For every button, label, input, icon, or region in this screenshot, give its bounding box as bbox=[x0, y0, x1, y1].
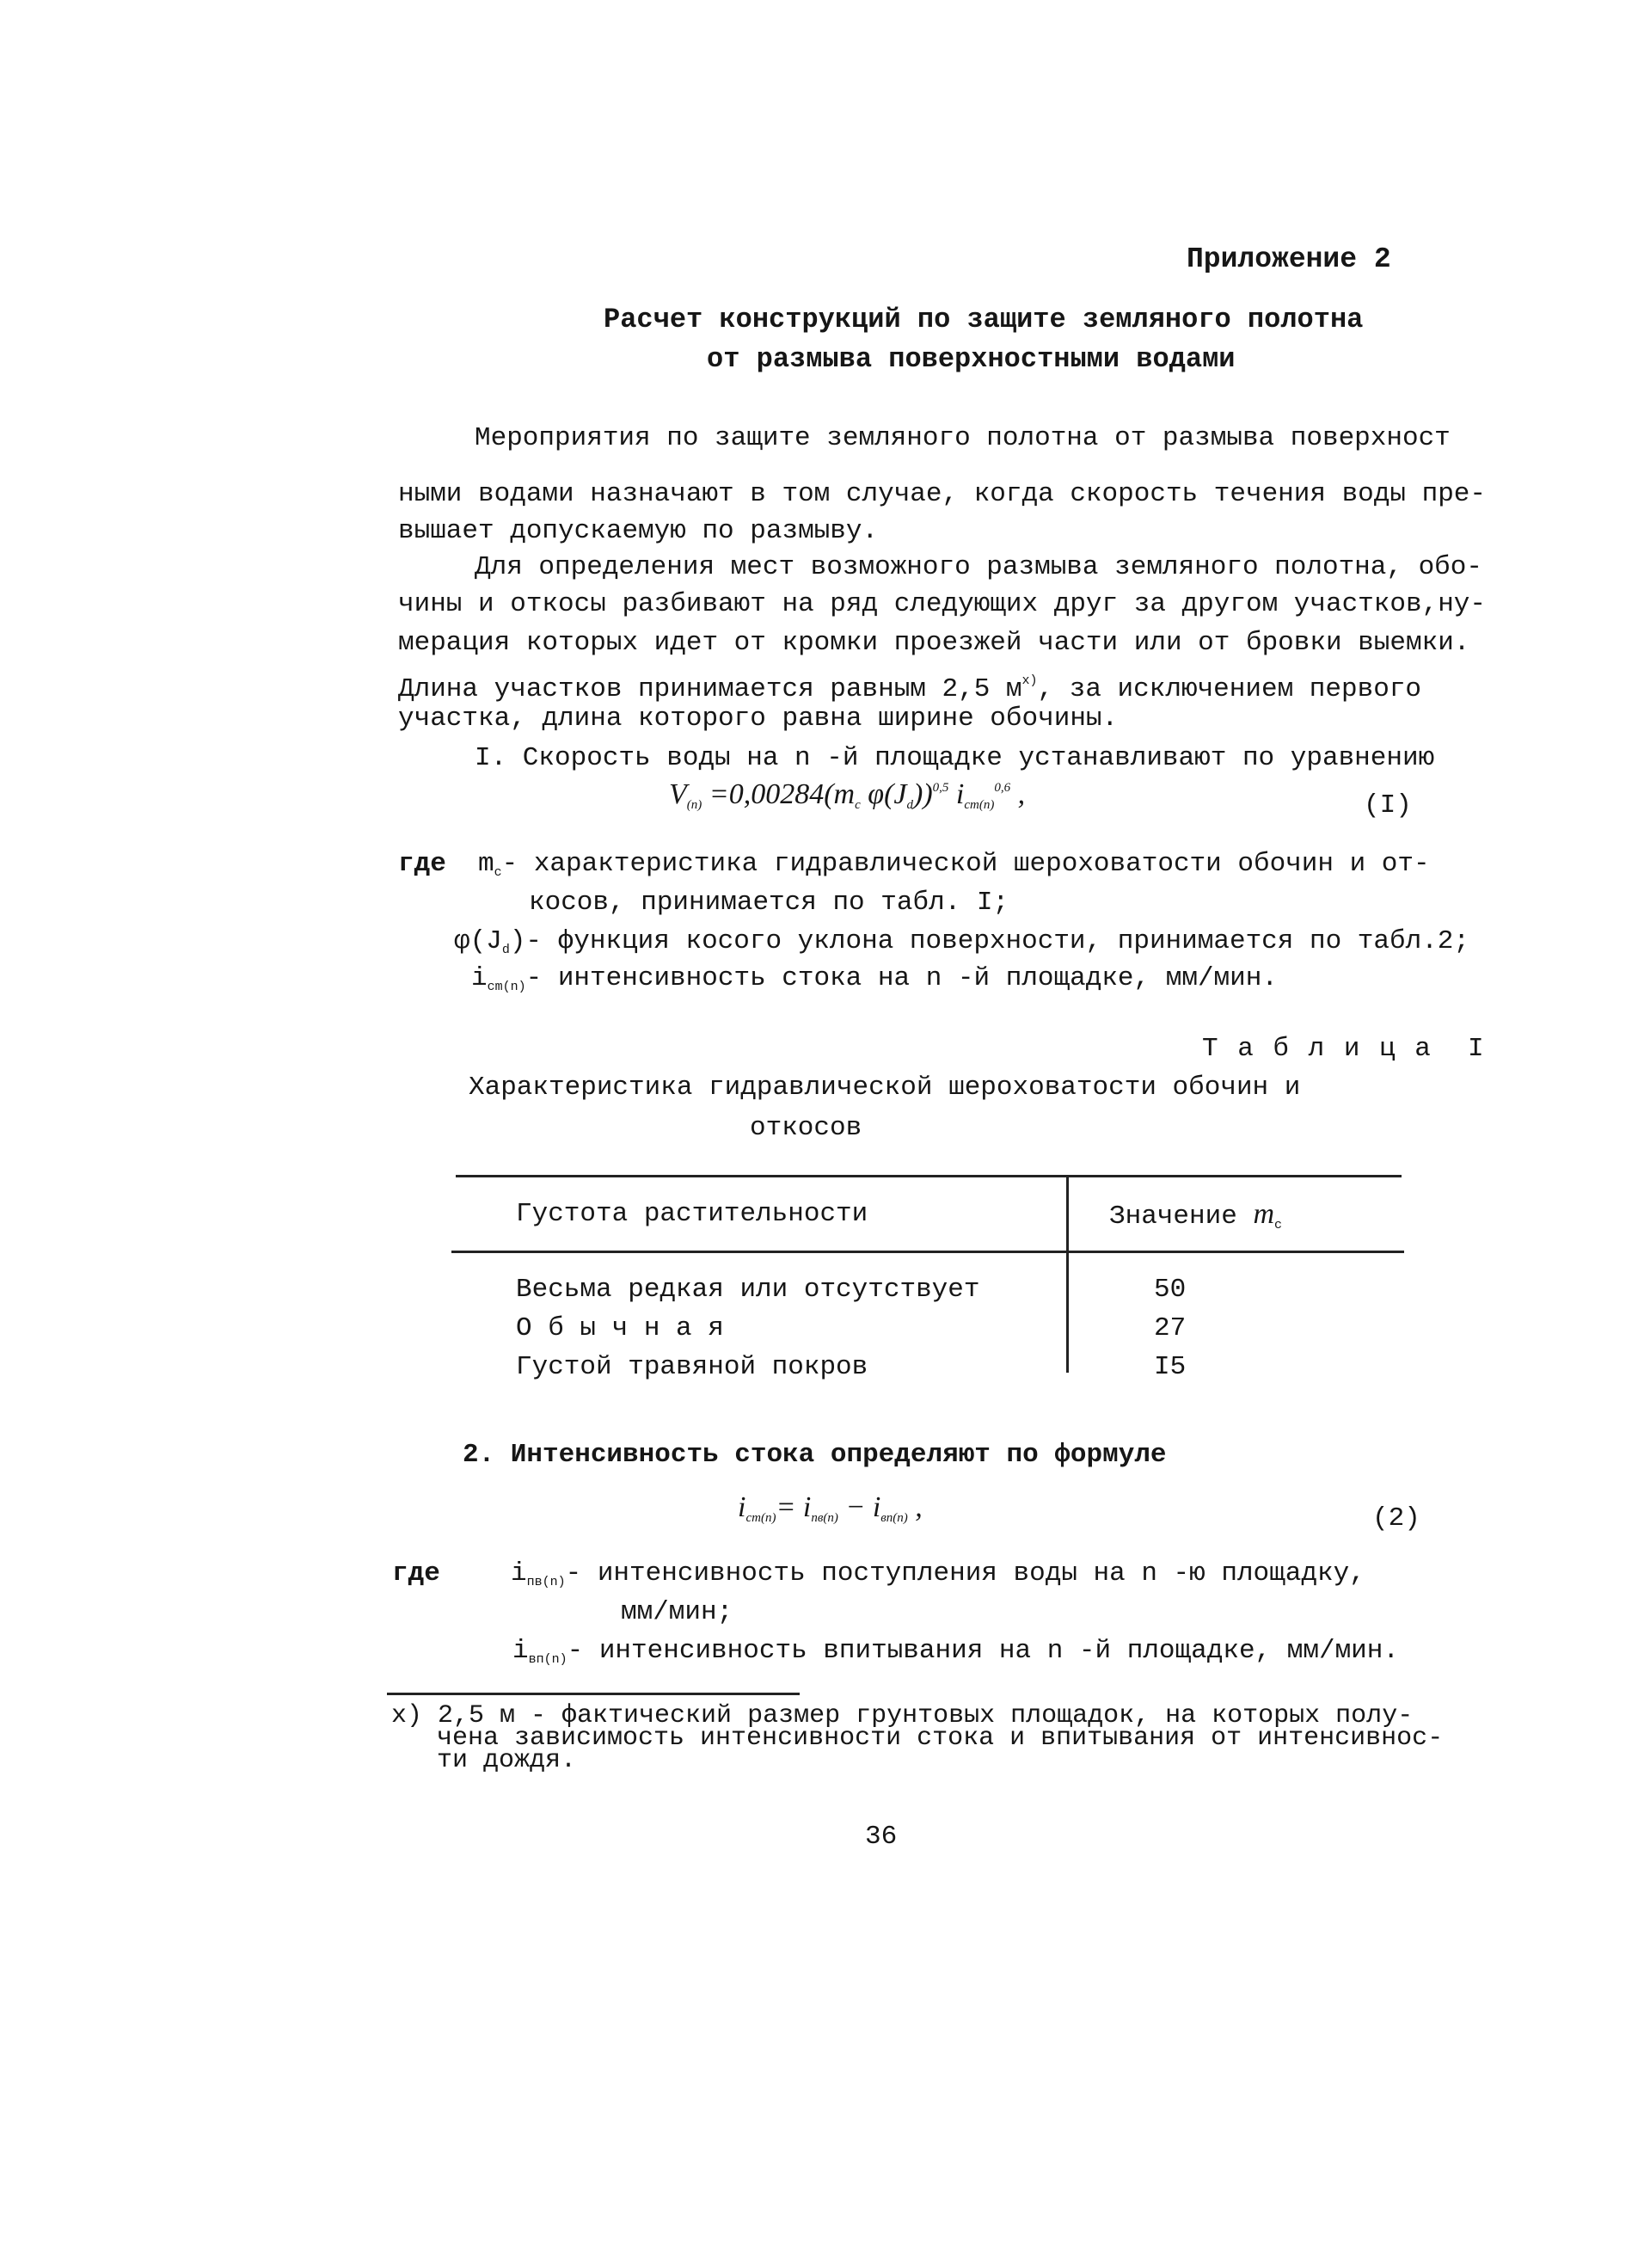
formula2-i3: i bbox=[872, 1491, 881, 1523]
table1-label: Т а б л и ц а I bbox=[1202, 1034, 1486, 1064]
footnote-rule bbox=[387, 1693, 800, 1695]
formula2-i3-sub: вп(n) bbox=[880, 1511, 908, 1525]
where1-row-2: косов, принимается по табл. I; bbox=[529, 888, 1009, 918]
where2-text-3: - интенсивность впитывания на n -й площадке, мм/мин. bbox=[567, 1636, 1399, 1666]
para2-line-4-text: Длина участков принимается равным 2,5 м bbox=[398, 674, 1022, 704]
table1-column-divider bbox=[1066, 1175, 1069, 1373]
table1-header-symbol: m bbox=[1253, 1198, 1274, 1230]
table1-caption-line-2: откосов bbox=[750, 1113, 862, 1143]
where1-row-1 bbox=[478, 847, 1430, 890]
footnote-line-1: х) 2,5 м - фактический размер грунтовых площадок, на которых полу- bbox=[391, 1701, 1414, 1730]
para2-line-4-tail: , за исключением первого bbox=[1037, 674, 1422, 704]
where2-row-1 bbox=[511, 1557, 1365, 1600]
table1-row-3-label: Густой травяной покров bbox=[516, 1352, 868, 1382]
para2-line-2: чины и откосы разбивают на ряд следующих друг за другом участков,ну- bbox=[398, 589, 1487, 619]
formula2-i2-sub: пв(n) bbox=[811, 1511, 838, 1525]
where1-row-4 bbox=[471, 962, 1278, 1005]
item2-text: 2. Интенсивность стока определяют по формуле bbox=[463, 1440, 1167, 1470]
title-line-2: от размыва поверхностными водами bbox=[707, 343, 1236, 375]
where1-sym-mc: m bbox=[478, 849, 494, 879]
footnote-line-3: ти дождя. bbox=[437, 1746, 577, 1775]
formula1-i-sub: cm(n) bbox=[964, 798, 995, 812]
where1-text-1: - характеристика гидравлической шероховатости обочин и от- bbox=[501, 849, 1430, 879]
formula1-body: =0,00284(m bbox=[702, 778, 856, 810]
table1-row-1-value: 50 bbox=[1154, 1275, 1187, 1305]
where2-sym-ivp-sub: вп(n) bbox=[528, 1652, 567, 1667]
where1-sym-phi: φ(J bbox=[454, 926, 502, 956]
where2-row-3 bbox=[512, 1634, 1399, 1677]
where2-sym-ipv: i bbox=[511, 1558, 527, 1589]
formula2-number: (2) bbox=[1372, 1503, 1420, 1534]
where2-sym-ipv-sub: пв(n) bbox=[526, 1575, 566, 1589]
appendix-label: Приложение 2 bbox=[1187, 243, 1391, 275]
table1-header-1: Густота растительности bbox=[516, 1199, 868, 1229]
formula1-lhs: V bbox=[669, 778, 687, 810]
table1-header-2 bbox=[1109, 1197, 1282, 1243]
para1-line-3: вышает допускаемую по размыву. bbox=[398, 516, 879, 546]
where1-sym-mc-sub: c bbox=[494, 865, 502, 880]
formula2-i1-sub: cm(n) bbox=[745, 1511, 776, 1525]
table1-row-2-value: 27 bbox=[1154, 1313, 1187, 1343]
formula1-number: (I) bbox=[1364, 790, 1412, 821]
para2-line-3: мерация которых идет от кромки проезжей части или от бровки выемки. bbox=[398, 628, 1470, 658]
formula1-tail: , bbox=[1010, 778, 1026, 810]
footnote-marker: x) bbox=[1021, 673, 1038, 688]
table1-top-rule bbox=[456, 1175, 1402, 1177]
table1-header-2-text: Значение bbox=[1109, 1202, 1237, 1232]
formula1-j-sub: d bbox=[906, 798, 914, 812]
para1-line-2: ными водами назначают в том случае, когда скорость течения воды пре- bbox=[398, 479, 1487, 509]
where1-sym-i-sub: cm(n) bbox=[487, 980, 526, 994]
formula2-eq: = bbox=[776, 1491, 803, 1523]
formula2-minus: − bbox=[837, 1491, 873, 1523]
where2-text-1: - интенсивность поступления воды на n -ю площадку, bbox=[565, 1558, 1365, 1589]
formula1-exp: 0,5 bbox=[932, 781, 949, 795]
para2-line-4 bbox=[398, 664, 1421, 707]
where2-sym-ivp: i bbox=[512, 1636, 529, 1666]
formula1-m-sub: c bbox=[855, 798, 861, 812]
table1-row-3-value: I5 bbox=[1154, 1352, 1187, 1382]
formula1-body2: φ(J bbox=[860, 778, 907, 810]
page-number: 36 bbox=[865, 1822, 898, 1852]
title-line-1: Расчет конструкций по защите земляного полотна bbox=[604, 304, 1364, 335]
where1-sym-phi-sub: d bbox=[501, 943, 510, 957]
para1-line-1: Мероприятия по защите земляного полотна от размыва поверхност bbox=[475, 423, 1451, 453]
formula1-i-sup: 0,6 bbox=[994, 781, 1011, 795]
where1-text-4: - интенсивность стока на n -й площадке, мм/мин. bbox=[525, 963, 1278, 993]
formula2-i2: i bbox=[802, 1491, 812, 1523]
formula2-i1: i bbox=[738, 1491, 746, 1523]
table1-header-symbol-sub: c bbox=[1274, 1218, 1283, 1232]
formula1-i: i bbox=[948, 778, 965, 810]
formula2-tail: , bbox=[907, 1491, 923, 1523]
para2-line-5: участка, длина которого равна ширине обочины. bbox=[398, 704, 1119, 734]
where1-text-3: )- функция косого уклона поверхности, принимается по табл.2; bbox=[509, 926, 1470, 956]
where2-label: где bbox=[392, 1558, 440, 1589]
formula1-lhs-sub: (n) bbox=[686, 798, 702, 812]
item1-text: I. Скорость воды на n -й площадке устанавливают по уравнению bbox=[475, 743, 1435, 773]
formula1-body3: )) bbox=[913, 778, 933, 810]
formula-1 bbox=[669, 778, 1025, 813]
table1-row-1-label: Весьма редкая или отсутствует bbox=[516, 1275, 980, 1305]
table1-caption-line-1: Характеристика гидравлической шероховатости обочин и bbox=[469, 1073, 1301, 1103]
where1-label: где bbox=[398, 849, 446, 879]
where1-sym-i: i bbox=[471, 963, 488, 993]
table1-row-2-label: О б ы ч н а я bbox=[516, 1313, 724, 1343]
table1-header-rule bbox=[451, 1251, 1404, 1253]
footnote-line-2: чена зависимость интенсивности стока и впитывания от интенсивнос- bbox=[437, 1724, 1444, 1753]
where2-row-2: мм/мин; bbox=[621, 1597, 733, 1627]
para2-line-1: Для определения мест возможного размыва земляного полотна, обо- bbox=[475, 552, 1482, 582]
formula-2 bbox=[738, 1491, 923, 1526]
